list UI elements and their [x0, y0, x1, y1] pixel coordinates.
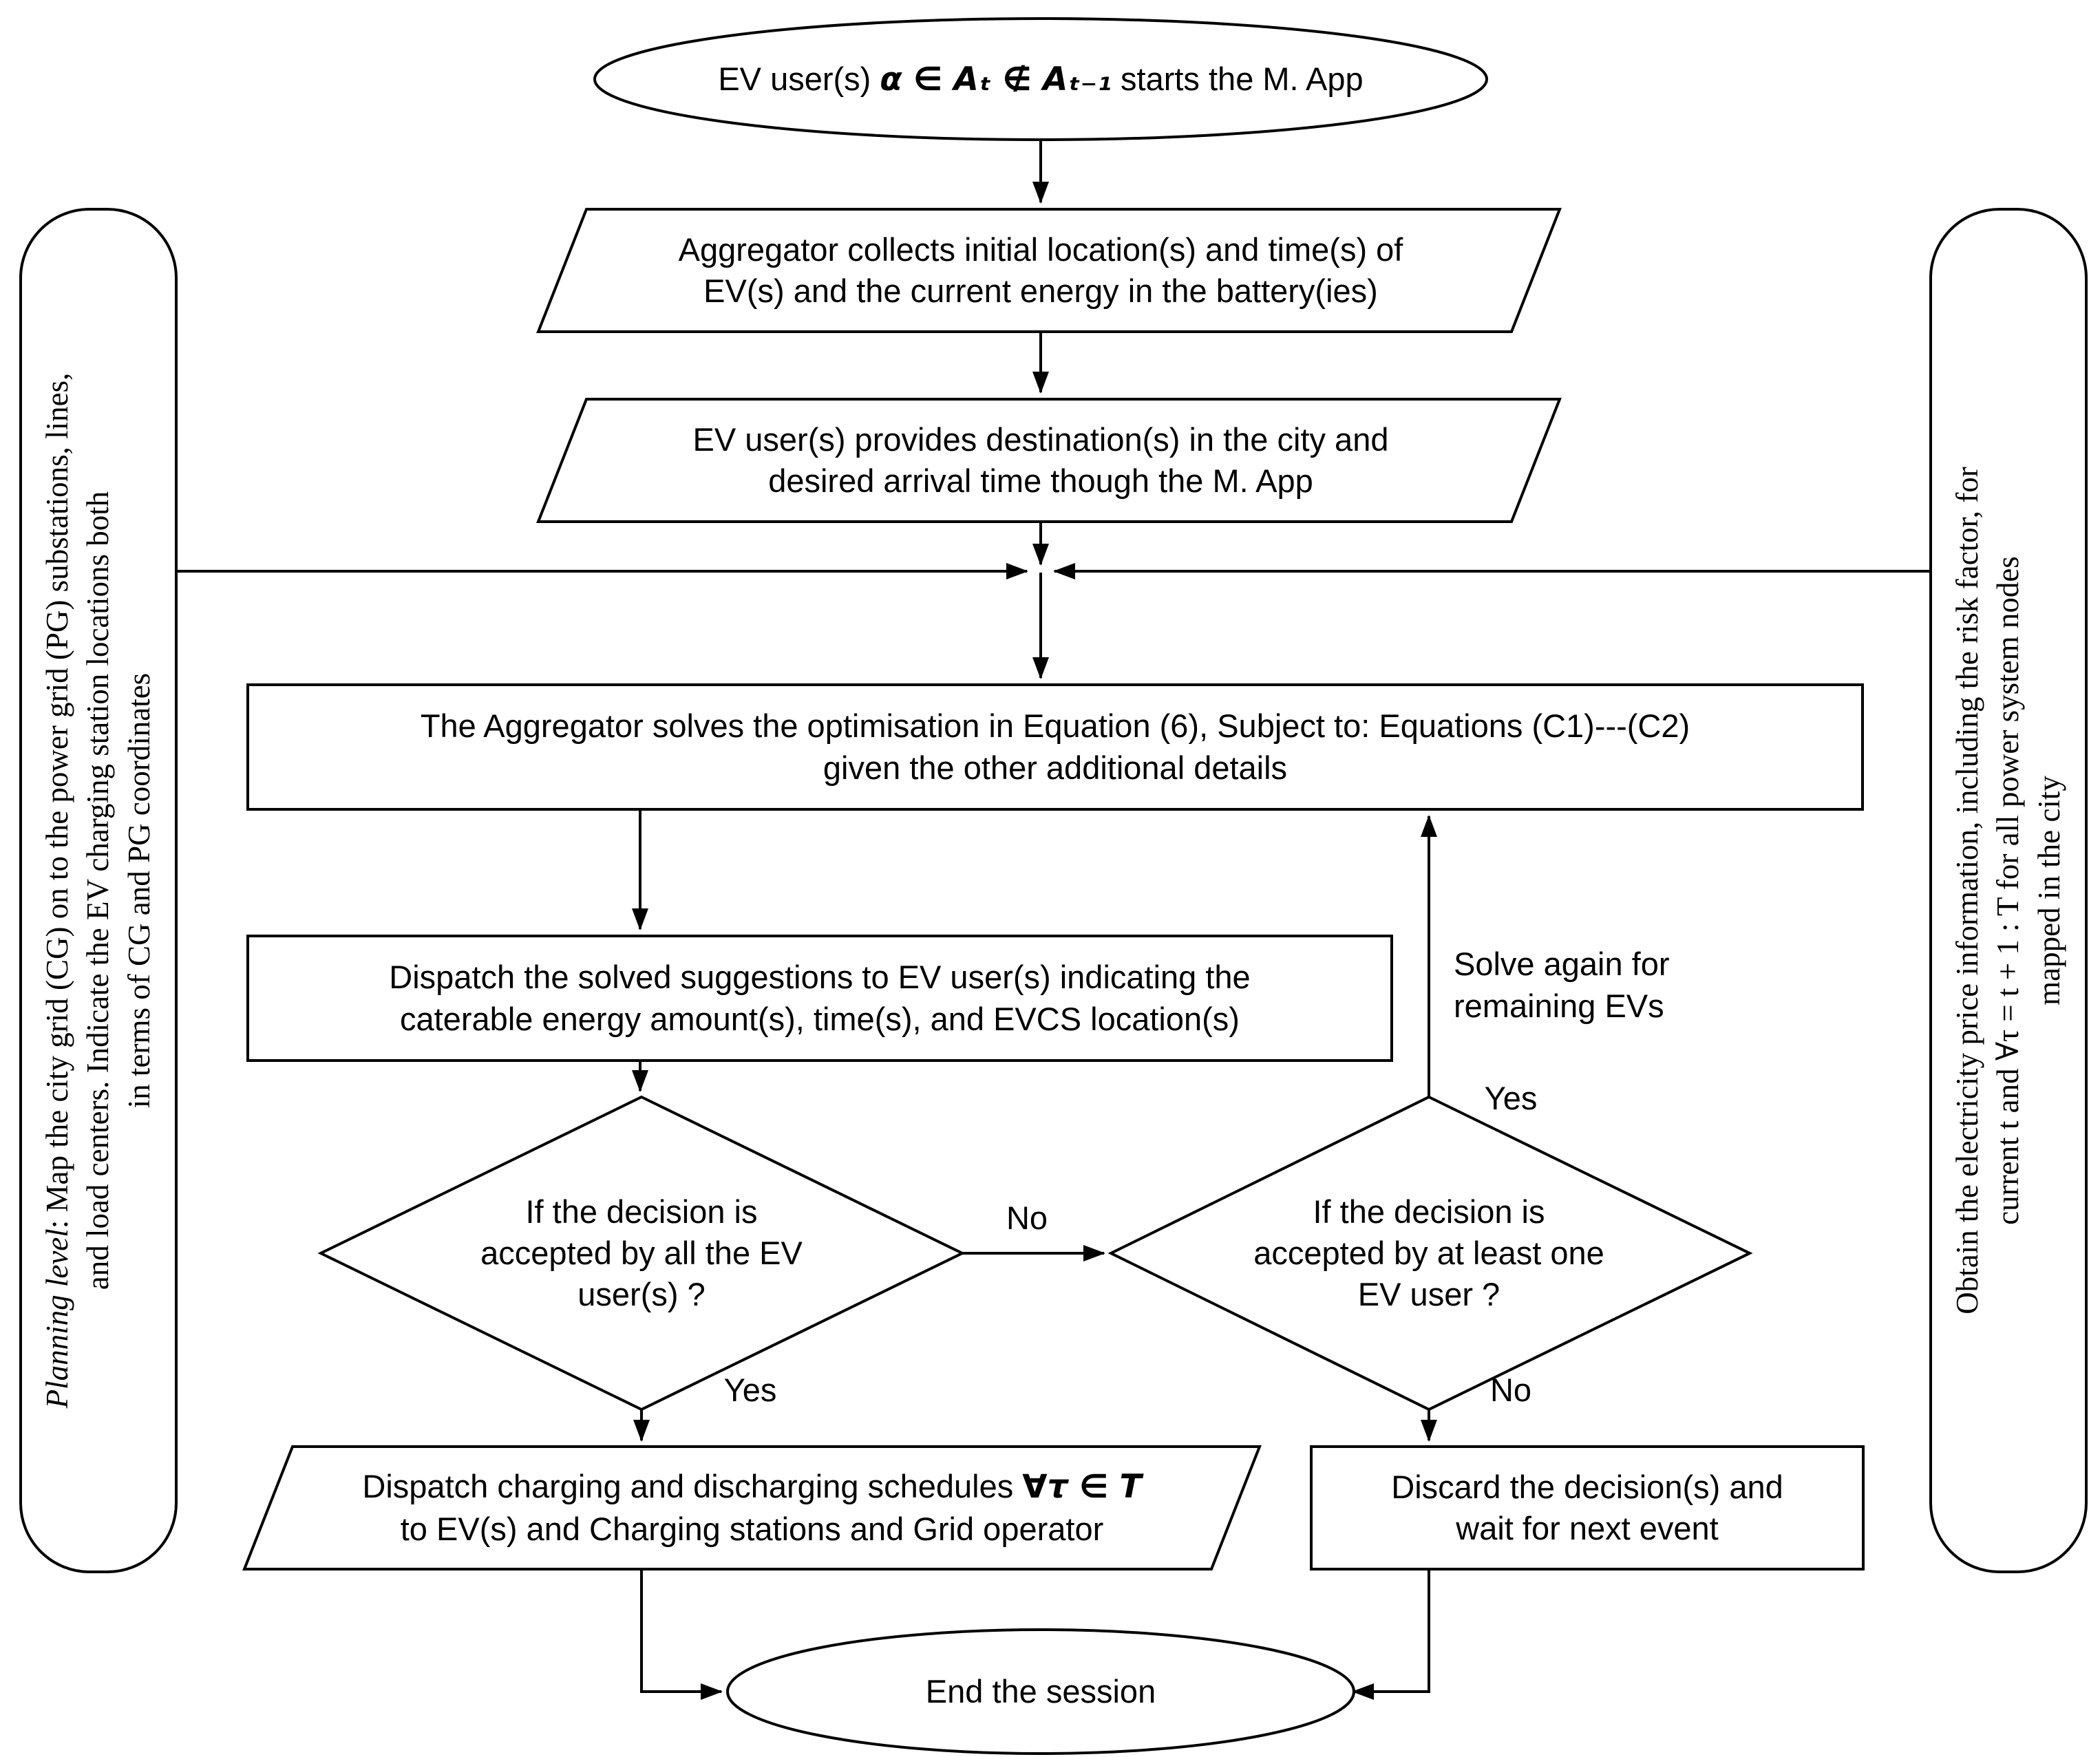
decision-one-line3: EV user ? [1357, 1276, 1500, 1313]
collect-line2: EV(s) and the current energy in the battery(ies) [703, 273, 1378, 309]
collect-line1: Aggregator collects initial location(s) and time(s) of [678, 231, 1403, 268]
right-panel-line1: Obtain the electricity price information, including the risk factor, for [1949, 467, 1984, 1314]
decision-one-line2: accepted by at least one [1253, 1234, 1604, 1271]
discard-line2: wait for next event [1456, 1510, 1719, 1546]
arrow-schedules-to-end [641, 1569, 721, 1692]
solve-line1: The Aggregator solves the optimisation in Equation (6), Subject to: Equations (C1)---(C2) [420, 707, 1690, 745]
solve-text [255, 686, 1856, 808]
left-panel-line1-rest: : Map the city grid (CG) on to the power grid (PG) substations, lines, [39, 372, 74, 1229]
right-panel-line2: current t and ∀τ = t + 1 : T for all power system nodes [1991, 556, 2026, 1225]
label-solve-again [1454, 943, 1770, 1027]
collect-text [558, 211, 1524, 330]
dispatch-schedules-pre: Dispatch charging and discharging schedules [362, 1468, 1023, 1505]
start-line [718, 58, 1363, 100]
decision-all-text [442, 1138, 841, 1368]
label-yes-decision-all: Yes [723, 1372, 777, 1408]
decision-all-line1: If the decision is [525, 1193, 758, 1230]
dispatch-suggestions-line2: caterable energy amount(s), time(s), and EVCS location(s) [400, 1000, 1240, 1037]
start-text [628, 21, 1454, 139]
start-post: starts the M. App [1111, 61, 1364, 98]
end-text [834, 1631, 1247, 1752]
label-no-decision-one: No [1489, 1372, 1532, 1408]
dispatch-schedules-text [275, 1448, 1229, 1568]
label-solve-again-line1: Solve again for [1454, 946, 1670, 982]
label-solve-again-line2: remaining EVs [1454, 988, 1664, 1025]
destination-line1: EV user(s) provides destination(s) in the city and [692, 420, 1389, 458]
start-pre: EV user(s) [718, 61, 880, 98]
solve-line2: given the other additional details [823, 749, 1288, 786]
left-panel-line1 [37, 373, 78, 1409]
dispatch-suggestions-line1: Dispatch the solved suggestions to EV user(s) indicating the [389, 959, 1251, 996]
decision-all-line2: accepted by all the EV [480, 1234, 803, 1271]
destination-text [558, 401, 1524, 520]
label-yes-decision-one: Yes [1484, 1080, 1538, 1116]
end-label: End the session [925, 1672, 1156, 1710]
arrow-discard-to-end [1353, 1569, 1429, 1692]
dispatch-schedules-line2: to EV(s) and Charging stations and Grid operator [400, 1510, 1104, 1547]
decision-all-line3: user(s) ? [577, 1276, 706, 1313]
decision-one-text [1229, 1138, 1629, 1368]
left-panel-line2: and load centers. Indicate the EV charging station locations both [81, 491, 116, 1290]
dispatch-suggestions-text [255, 937, 1385, 1059]
left-panel-lead-italic: Planning level [39, 1228, 74, 1409]
discard-line1: Discard the decision(s) and [1391, 1468, 1783, 1505]
decision-one-line1: If the decision is [1313, 1193, 1545, 1230]
right-panel-text [1947, 226, 2070, 1555]
left-panel-line3: in terms of CG and PG coordinates [121, 672, 156, 1109]
discard-text [1318, 1448, 1856, 1568]
dispatch-schedules-line1 [362, 1466, 1141, 1508]
label-no-between-diamonds: No [1006, 1200, 1048, 1236]
left-panel-text [37, 226, 160, 1555]
dispatch-schedules-math: ∀τ ∈ T [1022, 1468, 1142, 1506]
start-math: α ∈ Aₜ ∉ Aₜ₋₁ [880, 61, 1112, 99]
destination-line2: desired arrival time though the M. App [768, 462, 1313, 499]
right-panel-line3: mapped in the city [2031, 776, 2066, 1005]
